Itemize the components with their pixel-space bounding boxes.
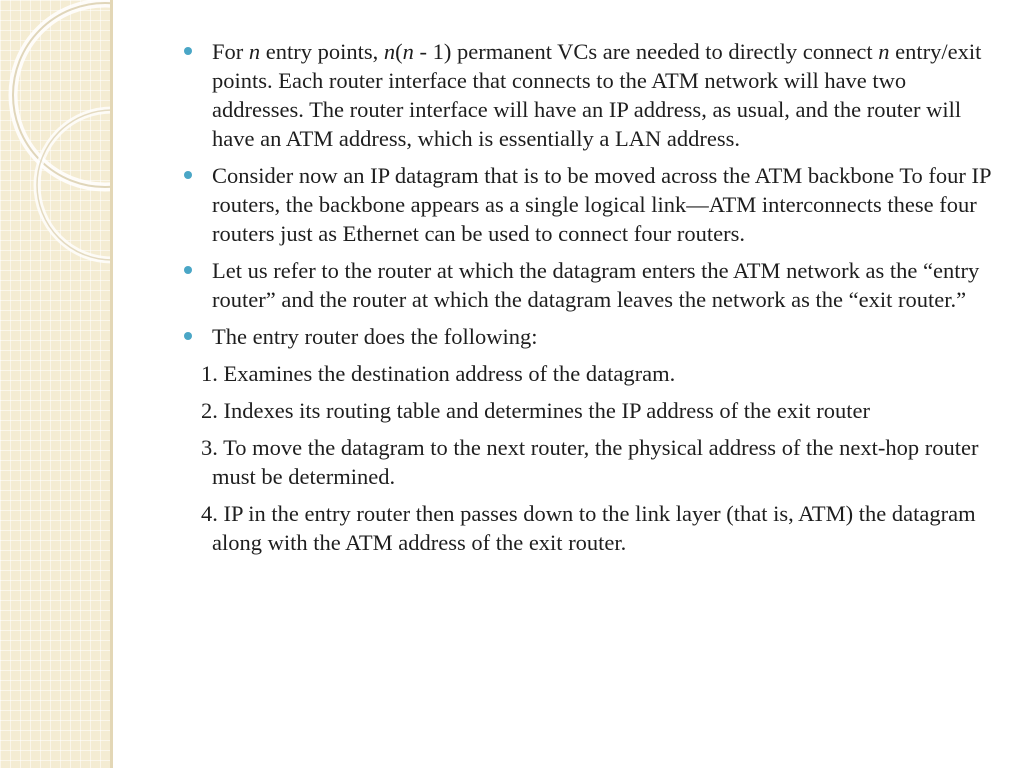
text-segment: Let us refer to the router at which the datagram enters the ATM network as the “entry router” and the router at which the datagram leaves the network as the “exit router.” (212, 258, 980, 312)
bullet-item (182, 161, 1000, 248)
italic-variable: n (383, 39, 396, 64)
bullet-dot-icon (184, 171, 192, 179)
slide-content (182, 37, 1000, 565)
step-3: 3. To move the datagram to the next router, the physical address of the next-hop router must be determined. (201, 435, 979, 489)
bullet-item (182, 322, 1000, 351)
decorative-circles-icon (0, 0, 113, 300)
italic-variable: n (248, 39, 261, 64)
bullet-dot-icon (184, 332, 192, 340)
italic-variable: n (402, 39, 414, 64)
step-2: 2. Indexes its routing table and determines the IP address of the exit router (201, 398, 870, 423)
text-segment: The entry router does the following: (212, 324, 538, 349)
bullet-item (182, 256, 1000, 314)
text-segment: For (212, 39, 249, 64)
bullet-list (182, 37, 1000, 351)
bullet-text (212, 39, 981, 151)
italic-variable: n (878, 39, 890, 64)
bullet-dot-icon (184, 47, 192, 55)
step-4: 4. IP in the entry router then passes down to the link layer (that is, ATM) the datagram along with the ATM address of the exit router. (201, 501, 976, 555)
sidebar-decoration (0, 0, 113, 768)
step-1: 1. Examines the destination address of the datagram. (201, 361, 676, 386)
text-segment: Consider now an IP datagram that is to be moved across the ATM backbone To four IP routers, the backbone appears as a single logical link—ATM interconnects these four routers just as Ethernet can be used to connect four routers. (212, 163, 991, 246)
bullet-dot-icon (184, 266, 192, 274)
text-segment: - 1) permanent VCs are needed to directly connect (413, 39, 879, 64)
text-segment: entry/exit points. Each router interface that connects to the ATM network will have two addresses. The router interface will have an IP address, as usual, and the router will have an ATM address, which is essentially a LAN address. (212, 39, 982, 151)
text-segment: entry points, (260, 39, 384, 64)
bullet-text (212, 258, 979, 312)
sidebar-edge (110, 0, 113, 768)
bullet-text (212, 163, 991, 246)
bullet-item (182, 37, 1000, 153)
text-segment: ( (395, 39, 403, 64)
bullet-text (212, 324, 538, 349)
